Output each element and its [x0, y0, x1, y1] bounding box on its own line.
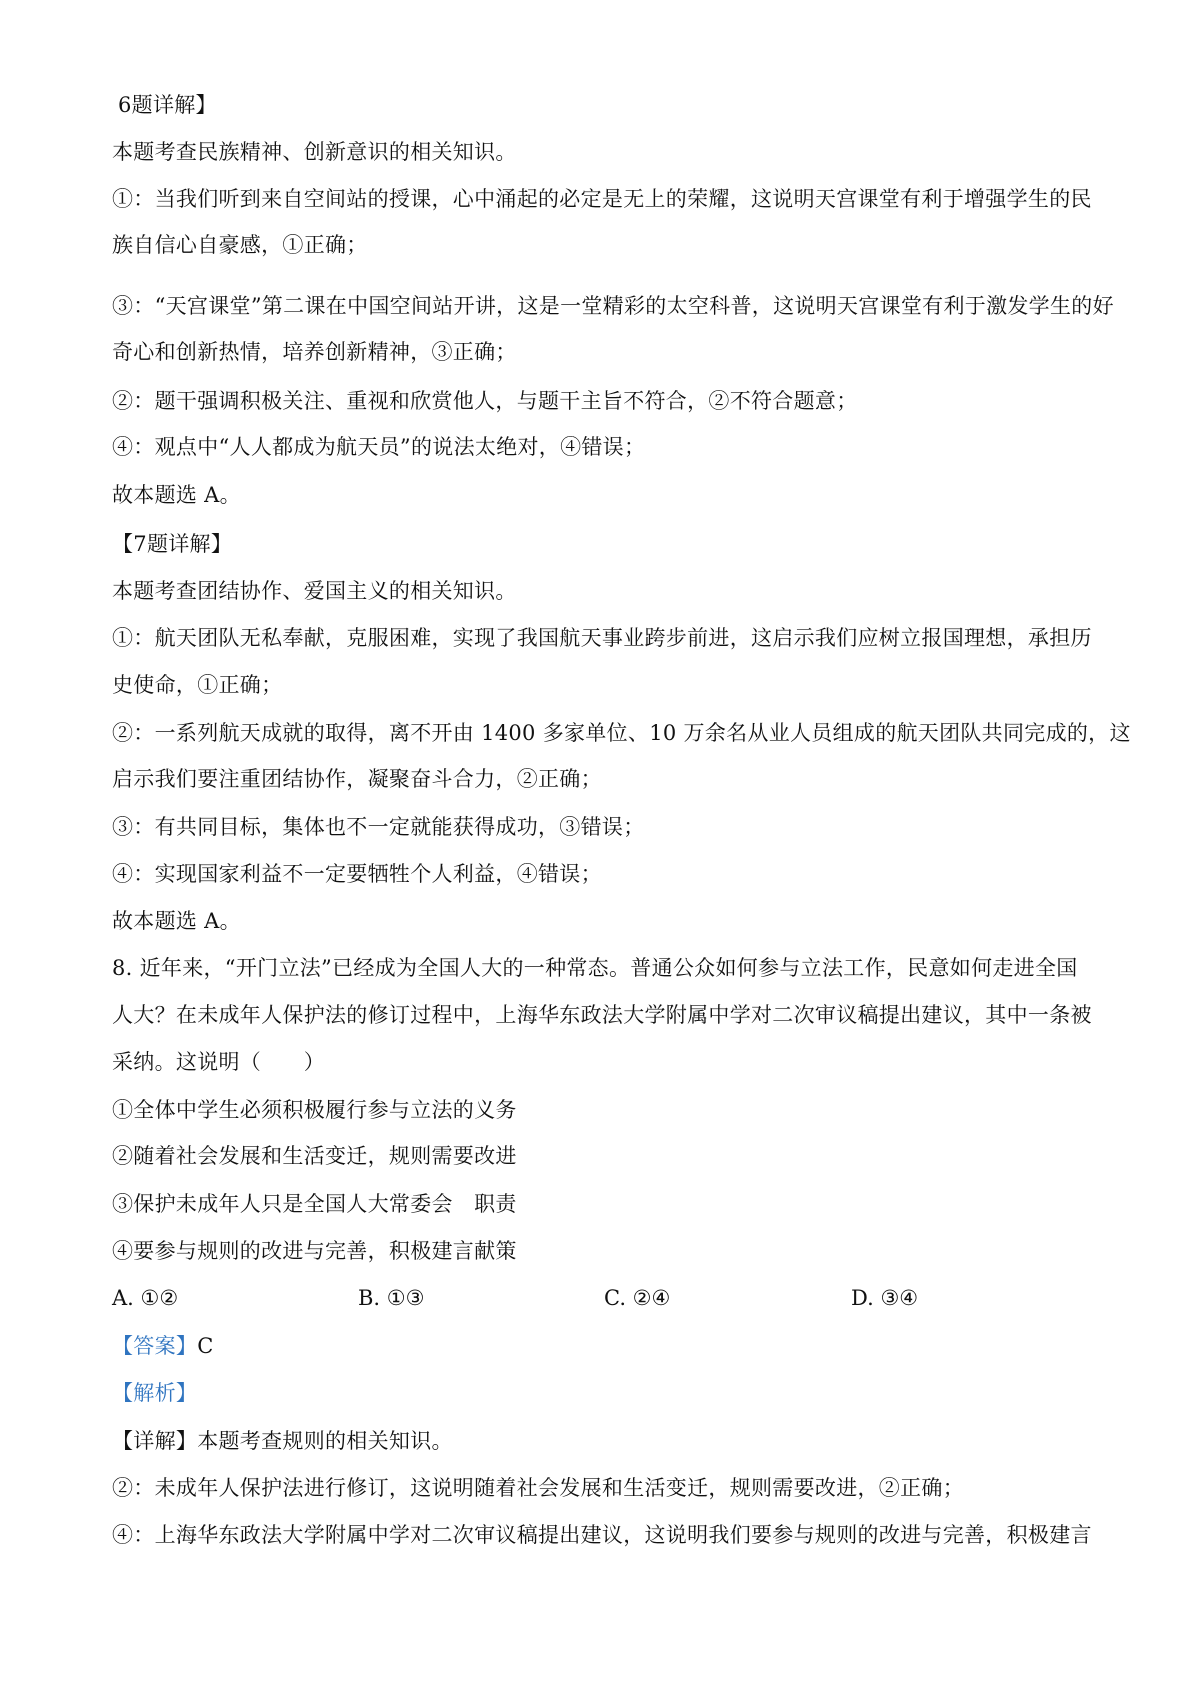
q6-item3-line1: ③：“天宫课堂”第二课在中国空间站开讲，这是一堂精彩的太空科普，这说明天宫课堂有利于激发学生的好 [112, 294, 1114, 318]
q8-option-c: C. ②④ [604, 1286, 671, 1310]
q8-statement-3: ③保护未成年人只是全国人大常委会 职责 [112, 1192, 517, 1216]
q7-item3: ③：有共同目标，集体也不一定就能获得成功，③错误； [112, 815, 645, 839]
q8-detail-item2: ②：未成年人保护法进行修订，这说明随着社会发展和生活变迁，规则需要改进，②正确； [112, 1476, 964, 1500]
q7-conclusion: 故本题选 A。 [112, 909, 241, 933]
q8-detail-item4: ④：上海华东政法大学附属中学对二次审议稿提出建议，这说明我们要参与规则的改进与完善，积极建言 [112, 1523, 1092, 1547]
q7-item1-line1: ①：航天团队无私奉献，克服困难，实现了我国航天事业跨步前进，这启示我们应树立报国理想，承担历 [112, 626, 1092, 650]
q8-statement-1: ①全体中学生必须积极履行参与立法的义务 [112, 1098, 517, 1122]
q8-option-b: B. ①③ [358, 1286, 425, 1310]
q7-item4: ④：实现国家利益不一定要牺牲个人利益，④错误； [112, 862, 602, 886]
q8-statement-4: ④要参与规则的改进与完善，积极建言献策 [112, 1239, 517, 1263]
q8-option-a: A. ①② [112, 1286, 179, 1310]
q6-item2: ②：题干强调积极关注、重视和欣赏他人，与题干主旨不符合，②不符合题意； [112, 389, 858, 413]
answer-value: C [197, 1334, 214, 1358]
q6-heading: 6题详解】 [118, 93, 217, 117]
q6-intro: 本题考查民族精神、创新意识的相关知识。 [112, 140, 517, 164]
q8-analysis-tag: 【解析】 [112, 1381, 198, 1405]
q7-item2-line2: 启示我们要注重团结协作，凝聚奋斗合力，②正确； [112, 767, 602, 791]
q8-stem-line2: 人大？在未成年人保护法的修订过程中，上海华东政法大学附属中学对二次审议稿提出建议，其中一条被 [112, 1003, 1092, 1027]
q8-statement-2: ②随着社会发展和生活变迁，规则需要改进 [112, 1144, 517, 1168]
q8-detail-intro: 【详解】本题考查规则的相关知识。 [112, 1429, 453, 1453]
q8-option-d: D. ③④ [851, 1286, 919, 1310]
q8-stem-line1: 8. 近年来，“开门立法”已经成为全国人大的一种常态。普通公众如何参与立法工作，民意如何走进全国 [112, 956, 1078, 980]
q6-item3-line2: 奇心和创新热情，培养创新精神，③正确； [112, 340, 517, 364]
q7-item2-line1: ②：一系列航天成就的取得，离不开由 1400 多家单位、10 万余名从业人员组成的航天团队共同完成的，这 [112, 721, 1131, 745]
q8-stem-line3: 采纳。这说明（ ） [112, 1050, 325, 1074]
q7-heading: 【7题详解】 [112, 532, 233, 556]
q7-item1-line2: 史使命，①正确； [112, 673, 283, 697]
q6-item4: ④：观点中“人人都成为航天员”的说法太绝对，④错误； [112, 435, 646, 459]
q7-intro: 本题考查团结协作、爱国主义的相关知识。 [112, 579, 517, 603]
q6-item1-line2: 族自信心自豪感，①正确； [112, 233, 368, 257]
q8-answer [112, 1331, 214, 1361]
q6-conclusion: 故本题选 A。 [112, 483, 241, 507]
q6-item1-line1: ①：当我们听到来自空间站的授课，心中涌起的必定是无上的荣耀，这说明天宫课堂有利于增强学生的民 [112, 187, 1092, 211]
answer-tag: 【答案】 [112, 1334, 198, 1358]
